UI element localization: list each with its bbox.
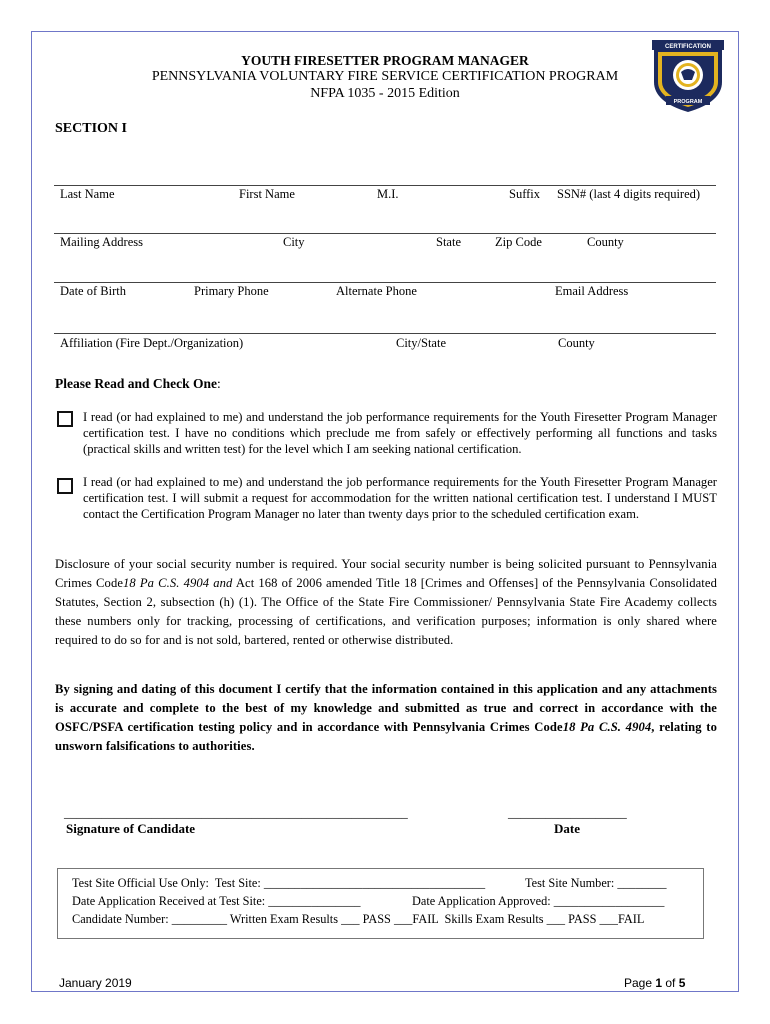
- footer-date: January 2019: [59, 976, 132, 990]
- field-line: [54, 282, 716, 283]
- option-accommodation-text: I read (or had explained to me) and understand the job performance requirements for the Youth Firesetter Program Manager certification test. I will submit a request for accommodation for the written national certification test. I understand I MUST contact the Certification Program Manager no later than twenty days prior to the scheduled certification exam.: [83, 475, 717, 521]
- ssn-field[interactable]: SSN# (last 4 digits required): [557, 187, 701, 201]
- suffix-field[interactable]: Suffix: [509, 187, 541, 201]
- program-name: PENNSYLVANIA VOLUNTARY FIRE SERVICE CERTIFICATION PROGRAM: [151, 69, 619, 84]
- option-accommodation-checkbox[interactable]: [57, 478, 73, 494]
- section-heading: SECTION I: [55, 121, 127, 136]
- form-title: YOUTH FIRESETTER PROGRAM MANAGER: [241, 53, 529, 68]
- svg-text:PROGRAM: PROGRAM: [673, 99, 703, 105]
- field-line: [54, 185, 716, 186]
- svg-text:CERTIFICATION: CERTIFICATION: [665, 44, 711, 50]
- middle-initial-field[interactable]: M.I.: [377, 187, 399, 201]
- first-name-field[interactable]: First Name: [239, 187, 295, 201]
- signature-label: Signature of Candidate: [66, 821, 196, 836]
- date-of-birth-field[interactable]: Date of Birth: [60, 284, 126, 298]
- test-site-number-line[interactable]: Test Site Number: ________: [525, 876, 667, 890]
- alternate-phone-field[interactable]: Alternate Phone: [336, 284, 417, 298]
- edition: NFPA 1035 - 2015 Edition: [310, 86, 460, 101]
- date-received-line[interactable]: Date Application Received at Test Site: _______________: [72, 894, 361, 908]
- county-field[interactable]: County: [587, 235, 624, 249]
- date-approved-line[interactable]: Date Application Approved: __________________: [412, 894, 665, 908]
- certification-statement: By signing and dating of this document I certify that the information contained in this application and any attachments is accurate and complete to the best of my knowledge and submitted as true and correct in accordance with the OSFC/PSFA certification testing policy and in accordance with Pennsylvania Crimes Code18 Pa C.S. 4904, relating to unsworn falsifications to authorities.: [55, 682, 718, 753]
- state-field[interactable]: State: [436, 235, 461, 249]
- city-field[interactable]: City: [283, 235, 305, 249]
- mailing-address-field[interactable]: Mailing Address: [60, 235, 143, 249]
- certification-program-seal: [648, 38, 728, 114]
- affiliation-field[interactable]: Affiliation (Fire Dept./Organization): [60, 336, 244, 350]
- field-line: [54, 233, 716, 234]
- candidate-results-line[interactable]: Candidate Number: _________ Written Exam Results ___ PASS ___FAIL Skills Exam Results ___ PASS ___FAIL: [72, 912, 645, 926]
- email-address-field[interactable]: Email Address: [555, 284, 629, 298]
- option-no-accommodation-checkbox[interactable]: [57, 411, 73, 427]
- last-name-field[interactable]: Last Name: [60, 187, 115, 201]
- signature-line[interactable]: _______________________________________________________: [64, 806, 408, 820]
- zip-code-field[interactable]: Zip Code: [495, 235, 542, 249]
- date-label: Date: [554, 821, 580, 836]
- page-number: Page 1 of 5: [624, 976, 686, 990]
- ssn-disclosure: Disclosure of your social security number is required. Your social security number is being solicited pursuant to Pennsylvania Crimes Code18 Pa C.S. 4904 and Act 168 of 2006 amended Title 18 [Crimes and Offenses] of the Pennsylvania Consolidated Statutes, Section 2, subsection (h) (1). The Office of the State Fire Commissioner/ Pennsylvania State Fire Academy collects these numbers only for tracking, processing of certifications, and verification purposes; information is only shared where required to do so for and is not sold, bartered, rented or otherwise distributed.: [55, 557, 717, 647]
- official-use-box: [57, 868, 704, 939]
- test-site-line[interactable]: Test Site Official Use Only: Test Site: ____________________________________: [72, 876, 486, 890]
- affiliation-county-field[interactable]: County: [558, 336, 595, 350]
- date-line[interactable]: ___________________: [508, 806, 627, 820]
- affiliation-city-state-field[interactable]: City/State: [396, 336, 446, 350]
- primary-phone-field[interactable]: Primary Phone: [194, 284, 269, 298]
- field-line: [54, 333, 716, 334]
- option-no-accommodation-text: I read (or had explained to me) and understand the job performance requirements for the Youth Firesetter Program Manager certification test. I have no conditions which preclude me from safely or effectively performing all functions and tasks (practical skills and written test) for the level which I am seeking national certification.: [83, 410, 717, 456]
- check-one-heading: Please Read and Check One:: [55, 376, 221, 391]
